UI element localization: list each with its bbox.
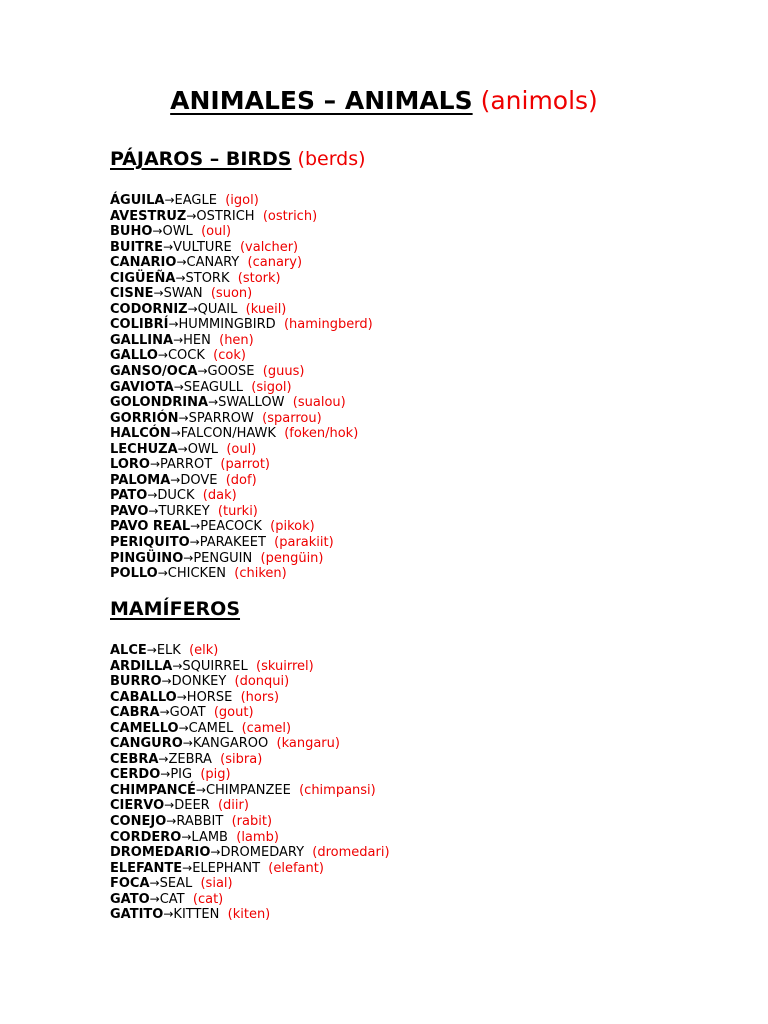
spanish-word: GOLONDRINA: [110, 395, 209, 411]
arrow-right-icon: →: [172, 658, 183, 673]
vocab-entry: [110, 551, 373, 567]
arrow-right-icon: →: [146, 643, 157, 657]
pronunciation: (elefant): [268, 860, 324, 876]
spanish-word: PINGÜINO: [110, 550, 184, 566]
arrow-right-icon: →: [195, 782, 206, 797]
pronunciation: (sparrou): [262, 410, 322, 426]
pronunciation: (suon): [210, 286, 253, 302]
vocab-entry: [110, 286, 373, 302]
pronunciation: (dak): [202, 488, 237, 504]
arrow-right-icon: →: [176, 689, 187, 704]
arrow-right-icon: →: [149, 457, 160, 472]
page-title-main: ANIMALES – ANIMALS: [170, 86, 473, 115]
vocab-entry: [110, 535, 373, 551]
vocab-entry: [110, 752, 390, 768]
vocab-entry: [110, 736, 390, 752]
pronunciation: (turki): [217, 503, 258, 519]
arrow-right-icon: →: [149, 876, 160, 891]
vocab-entry: [110, 830, 390, 846]
english-word: DONKEY: [171, 674, 227, 690]
spanish-word: GANSO/OCA: [110, 364, 198, 380]
spanish-word: PERIQUITO: [110, 535, 190, 551]
pronunciation: (kangaru): [276, 736, 340, 752]
spanish-word: GATITO: [110, 907, 164, 923]
arrow-right-icon: →: [176, 255, 187, 270]
spanish-word: GALLO: [110, 348, 158, 364]
birds-word-list: [110, 193, 373, 582]
vocab-entry: [110, 317, 373, 333]
vocab-entry: [110, 798, 390, 814]
english-word: DROMEDARY: [220, 845, 305, 861]
spanish-word: CODORNIZ: [110, 301, 188, 317]
english-word: ELEPHANT: [192, 860, 261, 876]
arrow-right-icon: →: [161, 674, 172, 689]
english-word: LAMB: [191, 829, 228, 845]
arrow-right-icon: →: [210, 845, 221, 860]
arrow-right-icon: →: [168, 317, 179, 332]
arrow-right-icon: →: [186, 208, 197, 223]
pronunciation: (dromedari): [312, 845, 390, 861]
pronunciation: (camel): [241, 720, 292, 736]
mammals-heading: [110, 597, 240, 621]
english-word: PARAKEET: [199, 535, 266, 551]
spanish-word: GORRIÓN: [110, 410, 179, 426]
english-word: CAT: [159, 891, 185, 907]
spanish-word: ARDILLA: [110, 658, 173, 674]
vocab-entry: [110, 674, 390, 690]
vocab-entry: [110, 395, 373, 411]
pronunciation: (diir): [217, 798, 249, 814]
vocab-entry: [110, 814, 390, 830]
arrow-right-icon: →: [182, 860, 193, 875]
spanish-word: CHIMPANCÉ: [110, 782, 196, 798]
english-word: SWALLOW: [218, 395, 285, 411]
english-word: COCK: [167, 348, 205, 364]
arrow-right-icon: →: [163, 907, 174, 922]
english-word: GOAT: [169, 705, 206, 721]
spanish-word: CANARIO: [110, 255, 177, 271]
arrow-right-icon: →: [157, 348, 168, 363]
arrow-right-icon: →: [152, 224, 163, 239]
english-word: CHIMPANZEE: [205, 782, 291, 798]
arrow-right-icon: →: [183, 550, 194, 565]
english-word: OWL: [162, 224, 193, 240]
spanish-word: AVESTRUZ: [110, 208, 187, 224]
spanish-word: CIGÜEÑA: [110, 270, 176, 286]
pronunciation: (elk): [189, 643, 219, 658]
pronunciation: (cat): [192, 891, 224, 907]
arrow-right-icon: →: [166, 814, 177, 829]
english-word: SPARROW: [188, 410, 254, 426]
page-title-pronunciation: (animols): [480, 86, 598, 115]
vocab-entry: [110, 566, 373, 582]
pronunciation: (kueil): [245, 301, 287, 317]
english-word: EAGLE: [174, 193, 217, 208]
vocab-entry: [110, 783, 390, 799]
arrow-right-icon: →: [181, 829, 192, 844]
english-word: CAMEL: [188, 720, 234, 736]
vocab-entry: [110, 488, 373, 504]
vocab-entry: [110, 209, 373, 225]
page-title: [0, 84, 768, 118]
vocab-entry: [110, 224, 373, 240]
vocab-entry: [110, 767, 390, 783]
pronunciation: (donqui): [234, 674, 290, 690]
spanish-word: PAVO REAL: [110, 519, 191, 535]
pronunciation: (valcher): [239, 239, 299, 255]
birds-heading-text: PÁJAROS – BIRDS: [110, 148, 292, 170]
spanish-word: LECHUZA: [110, 441, 178, 457]
arrow-right-icon: →: [177, 441, 188, 456]
english-word: GOOSE: [207, 364, 255, 380]
spanish-word: BUITRE: [110, 239, 164, 255]
spanish-word: CISNE: [110, 286, 154, 302]
english-word: VULTURE: [173, 239, 232, 255]
pronunciation: (parrot): [220, 457, 270, 473]
pronunciation: (rabit): [231, 814, 273, 830]
spanish-word: CORDERO: [110, 829, 182, 845]
english-word: PENGUIN: [193, 550, 253, 566]
pronunciation: (parakiit): [274, 535, 334, 551]
pronunciation: (ostrich): [262, 208, 318, 224]
arrow-right-icon: →: [197, 364, 208, 379]
spanish-word: HALCÓN: [110, 426, 171, 442]
spanish-word: GAVIOTA: [110, 379, 174, 395]
arrow-right-icon: →: [182, 736, 193, 751]
pronunciation: (skuirrel): [256, 658, 314, 674]
arrow-right-icon: →: [187, 301, 198, 316]
pronunciation: (igol): [225, 193, 259, 208]
spanish-word: POLLO: [110, 566, 158, 582]
arrow-right-icon: →: [170, 426, 181, 441]
vocab-entry: [110, 473, 373, 489]
english-word: FALCON/HAWK: [180, 426, 276, 442]
english-word: HUMMINGBIRD: [178, 317, 276, 333]
pronunciation: (sigol): [251, 379, 292, 395]
spanish-word: DROMEDARIO: [110, 845, 211, 861]
spanish-word: CAMELLO: [110, 720, 179, 736]
english-word: DEER: [174, 798, 210, 814]
vocab-entry: [110, 302, 373, 318]
vocab-entry: [110, 907, 390, 923]
spanish-word: LORO: [110, 457, 150, 473]
mammals-heading-text: MAMÍFEROS: [110, 598, 241, 620]
arrow-right-icon: →: [189, 535, 200, 550]
english-word: OWL: [187, 441, 219, 457]
english-word: SEAL: [159, 876, 193, 892]
spanish-word: GALLINA: [110, 332, 174, 348]
spanish-word: FOCA: [110, 876, 150, 892]
arrow-right-icon: →: [208, 395, 219, 410]
arrow-right-icon: →: [178, 410, 189, 425]
birds-heading-pronunciation: (berds): [297, 148, 366, 170]
arrow-right-icon: →: [153, 286, 164, 301]
vocab-entry: [110, 411, 373, 427]
vocab-entry: [110, 271, 373, 287]
arrow-right-icon: →: [158, 751, 169, 766]
vocab-entry: [110, 705, 390, 721]
english-word: KANGAROO: [192, 736, 269, 752]
arrow-right-icon: →: [190, 519, 201, 534]
arrow-right-icon: →: [178, 720, 189, 735]
english-word: QUAIL: [197, 301, 238, 317]
mammals-word-list: [110, 643, 390, 923]
spanish-word: PAVO: [110, 503, 149, 519]
arrow-right-icon: →: [173, 379, 184, 394]
vocab-entry: [110, 364, 373, 380]
arrow-right-icon: →: [148, 503, 159, 518]
spanish-word: PATO: [110, 488, 148, 504]
pronunciation: (gout): [213, 705, 254, 721]
vocab-entry: [110, 861, 390, 877]
vocab-entry: [110, 519, 373, 535]
english-word: DOVE: [180, 472, 218, 488]
arrow-right-icon: →: [157, 566, 168, 581]
pronunciation: (pikok): [270, 519, 315, 535]
spanish-word: CEBRA: [110, 751, 159, 767]
spanish-word: ELEFANTE: [110, 860, 183, 876]
arrow-right-icon: →: [147, 488, 158, 503]
pronunciation: (kiten): [227, 907, 271, 923]
vocab-entry: [110, 643, 390, 659]
english-word: HORSE: [186, 689, 233, 705]
pronunciation: (sibra): [220, 751, 263, 767]
pronunciation: (stork): [237, 270, 281, 286]
arrow-right-icon: →: [160, 767, 171, 782]
spanish-word: ÁGUILA: [110, 193, 165, 208]
pronunciation: (dof): [225, 472, 257, 488]
spanish-word: BUHO: [110, 224, 153, 240]
vocab-entry: [110, 333, 373, 349]
pronunciation: (foken/hok): [284, 426, 359, 442]
vocab-entry: [110, 659, 390, 675]
pronunciation: (hors): [240, 689, 280, 705]
vocab-entry: [110, 426, 373, 442]
vocab-entry: [110, 193, 373, 209]
birds-heading: [110, 147, 366, 171]
pronunciation: (oul): [201, 224, 232, 240]
vocab-entry: [110, 845, 390, 861]
spanish-word: CIERVO: [110, 798, 165, 814]
english-word: TURKEY: [158, 503, 210, 519]
vocab-entry: [110, 892, 390, 908]
pronunciation: (pengüin): [260, 550, 324, 566]
arrow-right-icon: →: [173, 332, 184, 347]
arrow-right-icon: →: [175, 270, 186, 285]
arrow-right-icon: →: [149, 891, 160, 906]
english-word: PIG: [170, 767, 193, 783]
pronunciation: (sial): [200, 876, 233, 892]
spanish-word: BURRO: [110, 674, 162, 690]
arrow-right-icon: →: [163, 239, 174, 254]
pronunciation: (cok): [213, 348, 246, 364]
vocab-entry: [110, 457, 373, 473]
english-word: PARROT: [160, 457, 213, 473]
vocab-entry: [110, 255, 373, 271]
english-word: SEAGULL: [183, 379, 243, 395]
pronunciation: (lamb): [236, 829, 279, 845]
pronunciation: (canary): [247, 255, 303, 271]
spanish-word: CONEJO: [110, 814, 167, 830]
vocab-entry: [110, 721, 390, 737]
english-word: DUCK: [157, 488, 195, 504]
spanish-word: ALCE: [110, 643, 147, 658]
english-word: CANARY: [186, 255, 240, 271]
english-word: PEACOCK: [200, 519, 262, 535]
arrow-right-icon: →: [164, 798, 175, 813]
pronunciation: (oul): [226, 441, 257, 457]
pronunciation: (sualou): [292, 395, 346, 411]
vocab-entry: [110, 690, 390, 706]
english-word: ELK: [156, 643, 181, 658]
english-word: STORK: [185, 270, 230, 286]
pronunciation: (chimpansi): [299, 782, 376, 798]
english-word: SWAN: [163, 286, 203, 302]
arrow-right-icon: →: [170, 472, 181, 487]
spanish-word: CABALLO: [110, 689, 177, 705]
pronunciation: (guus): [262, 364, 305, 380]
arrow-right-icon: →: [164, 193, 175, 207]
spanish-word: CABRA: [110, 705, 160, 721]
vocab-entry: [110, 504, 373, 520]
english-word: SQUIRREL: [182, 658, 248, 674]
spanish-word: CANGURO: [110, 736, 183, 752]
english-word: RABBIT: [176, 814, 224, 830]
vocab-entry: [110, 876, 390, 892]
vocab-entry: [110, 442, 373, 458]
pronunciation: (pig): [200, 767, 231, 783]
vocab-entry: [110, 240, 373, 256]
pronunciation: (hen): [219, 332, 254, 348]
vocab-entry: [110, 380, 373, 396]
spanish-word: PALOMA: [110, 472, 171, 488]
english-word: ZEBRA: [168, 751, 212, 767]
arrow-right-icon: →: [159, 705, 170, 720]
spanish-word: GATO: [110, 891, 150, 907]
pronunciation: (hamingberd): [283, 317, 373, 333]
spanish-word: COLIBRÍ: [110, 317, 169, 333]
vocab-entry: [110, 348, 373, 364]
english-word: KITTEN: [173, 907, 220, 923]
english-word: CHICKEN: [167, 566, 227, 582]
english-word: HEN: [183, 332, 211, 348]
pronunciation: (chiken): [234, 566, 287, 582]
english-word: OSTRICH: [196, 208, 255, 224]
spanish-word: CERDO: [110, 767, 161, 783]
